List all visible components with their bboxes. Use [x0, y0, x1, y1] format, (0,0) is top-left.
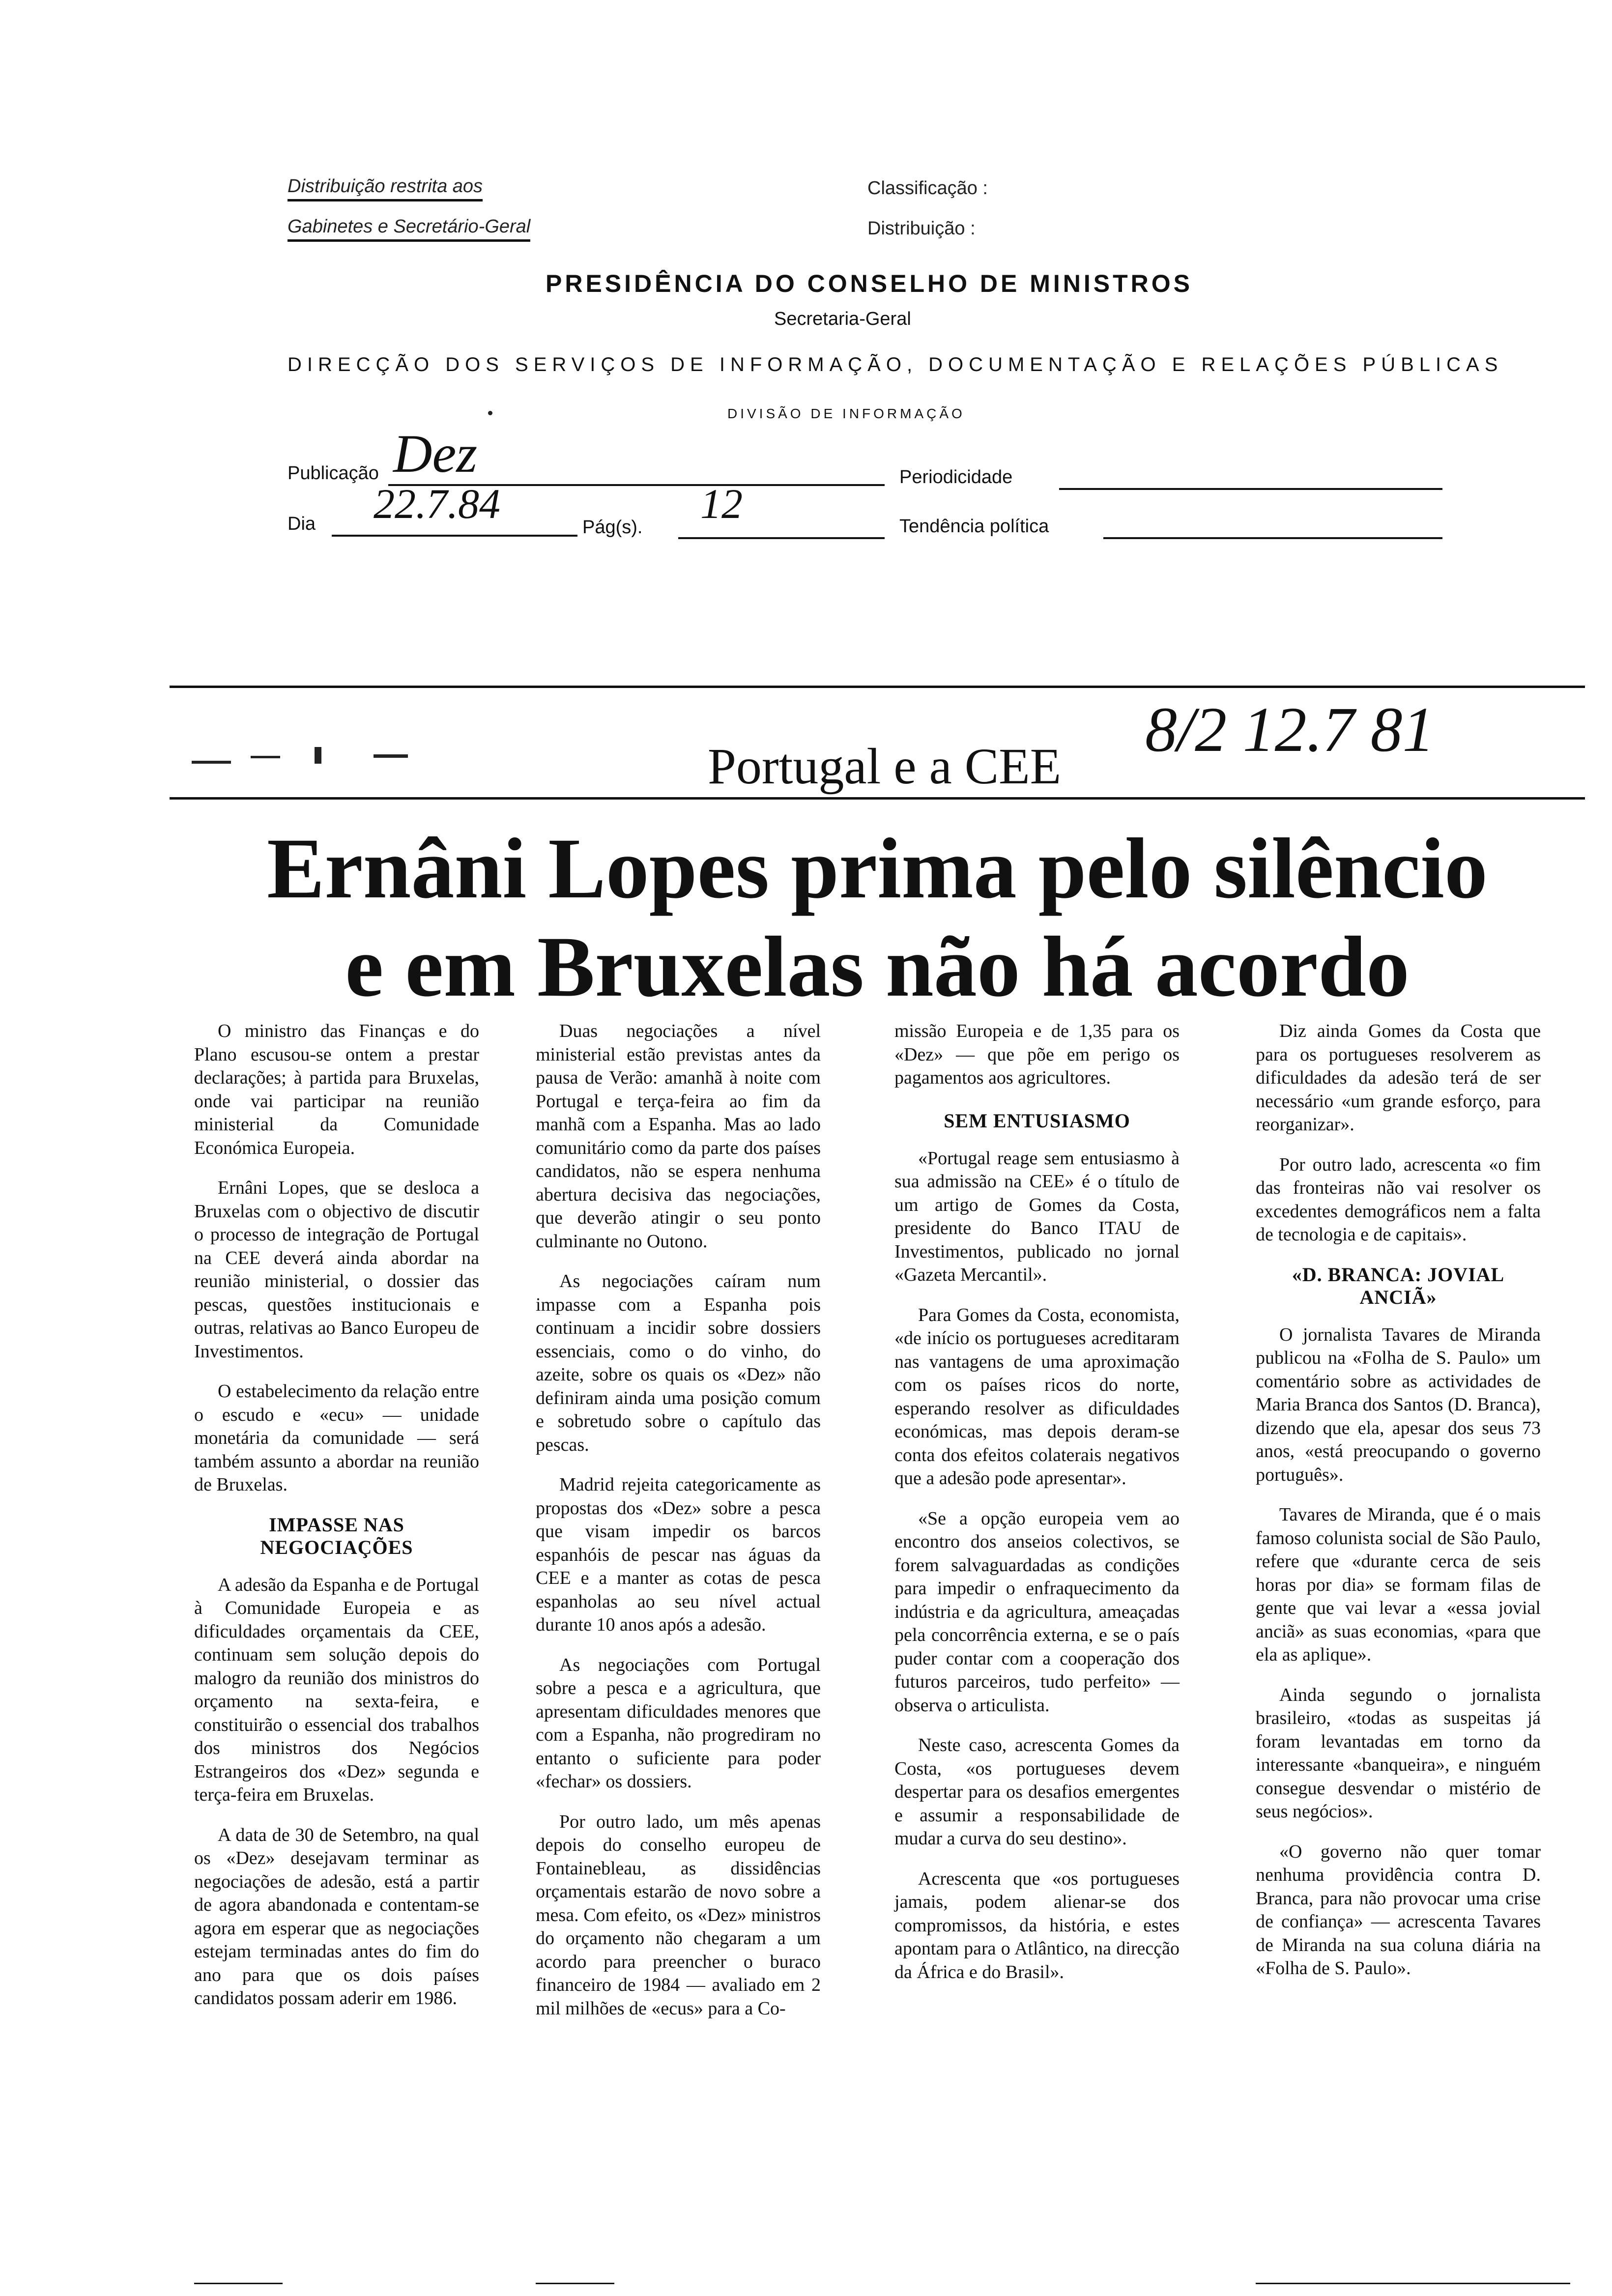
- secretaria-geral: Secretaria-Geral: [774, 309, 911, 329]
- paragraph: Para Gomes da Costa, economista, «de início os portugueses acreditaram nas vantagens de uma aproximação com os países ricos do norte, esperando resolver as dificuldades económicas, mas depois deram-se conta dos efeitos colaterais negativos que a adesão pode apresentar».: [894, 1304, 1180, 1489]
- section-title: Portugal e a CEE: [708, 738, 1062, 795]
- presidencia-title: PRESIDÊNCIA DO CONSELHO DE MINISTROS: [546, 270, 1193, 297]
- scan-speck: [315, 747, 321, 764]
- paragraph: A data de 30 de Setembro, na qual os «Dez» desejavam terminar as negociações de adesão, está a partir de agora abandonada e contentam-se agora em esperar que as negociações estejam terminadas antes do fim do ano para que os dois países candidatos possam aderir em 1986.: [194, 1824, 479, 2009]
- bottom-edge-mark: [194, 2283, 283, 2284]
- paragraph: missão Europeia e de 1,35 para os «Dez» — que põe em perigo os pagamentos aos agricultores.: [894, 1021, 1180, 1088]
- dia-label: Dia: [288, 514, 316, 534]
- bottom-edge-mark: [1256, 2283, 1570, 2284]
- classificacao-label: Classificação :: [867, 178, 988, 199]
- paragraph: Duas negociações a nível ministerial estão previstas antes da pausa de Verão: amanhã à noite com Portugal e terça-feira ao fim da manhã com a Espanha. Mas ao lado comunitário como da parte dos países candidatos, não se espera nenhuma abertura decisiva das negociações, que deverão atingir o seu ponto culminante no Outono.: [536, 1021, 821, 1252]
- paragraph: Ernâni Lopes, que se desloca a Bruxelas com o objectivo de discutir o processo de integração de Portugal na CEE deverá ainda abordar na reunião ministerial, o dossier das pescas, questões institucionais e outras, relativas ao Banco Europeu de Investimentos.: [194, 1177, 479, 1362]
- paragraph: Diz ainda Gomes da Costa que para os portugueses resolverem as dificuldades da adesão terá de ser necessário «um grande esforço, para reorganizar».: [1256, 1021, 1541, 1135]
- paragraph: Por outro lado, um mês apenas depois do conselho europeu de Fontainebleau, as dissidências orçamentais estarão de novo sobre a mesa. Com efeito, os «Dez» ministros do orçamento não chegaram a um acordo para preencher o buraco financeiro de 1984 — avaliado em 2 mil milhões de «ecus» para a Co-: [536, 1811, 821, 2019]
- headline-line-1: Ernâni Lopes prima pelo silêncio: [267, 821, 1488, 917]
- scan-speck: [374, 754, 408, 758]
- periodicidade-label: Periodicidade: [899, 467, 1013, 488]
- ink-dot: [488, 411, 492, 415]
- pags-label: Pág(s).: [582, 517, 643, 538]
- distribuicao-label: Distribuição :: [867, 218, 976, 239]
- paragraph: Tavares de Miranda, que é o mais famoso colunista social de São Paulo, refere que «durante cerca de seis horas por dia» se formam filas de gente que vai levar a «essa jovial anciã» as suas economias, «para que ela as aplique».: [1256, 1504, 1541, 1665]
- publicacao-handwritten: Dez: [393, 424, 478, 484]
- paragraph: As negociações com Portugal sobre a pesca e a agricultura, que apresentam dificuldades menores que com a Espanha, não progrediram no entanto o suficiente para poder «fechar» os dossiers.: [536, 1654, 821, 1792]
- direccao-servicos: DIRECÇÃO DOS SERVIÇOS DE INFORMAÇÃO, DOCUMENTAÇÃO E RELAÇÕES PÚBLICAS: [288, 354, 1503, 375]
- paragraph: A adesão da Espanha e de Portugal à Comunidade Europeia e as dificuldades orçamentais da CEE, continuam sem solução depois do malogro da reunião dos ministros do orçamento na sexta-feira, e constituirão o essencial dos trabalhos dos ministros dos Negócios Estrangeiros dos «Dez» segunda e terça-feira em Bruxelas.: [194, 1574, 479, 1805]
- paragraph: O jornalista Tavares de Miranda publicou na «Folha de S. Paulo» um comentário sobre as actividades de Maria Branca dos Santos (D. Branca), dizendo que ela, apesar dos seus 73 anos, «está preocupando o governo português».: [1256, 1324, 1541, 1485]
- article-column-4: [1256, 1020, 1541, 1997]
- paragraph: As negociações caíram num impasse com a Espanha pois continuam a incidir sobre dossiers essenciais, como o do vinho, do azeite, sobre os quais os «Dez» não definiram ainda uma posição comum e sobretudo sobre o capítulo das pescas.: [536, 1271, 821, 1455]
- dia-field-line: [332, 535, 577, 537]
- headline-line-2: e em Bruxelas não há acordo: [345, 919, 1410, 1015]
- paragraph: Madrid rejeita categoricamente as propostas dos «Dez» sobre a pesca que visam impedir os barcos espanhóis de pescar nas águas da CEE e a manter as cotas de pesca espanholas ao seu nível actual durante 10 anos após a adesão.: [536, 1474, 821, 1635]
- paragraph: O ministro das Finanças e do Plano escusou-se ontem a prestar declarações; à partida para Bruxelas, onde vai participar na reunião ministerial da Comunidade Económica Europeia.: [194, 1021, 479, 1158]
- paragraph: Acrescenta que «os portugueses jamais, podem alienar-se dos compromissos, da história, e estes apontam para o Atlântico, na direcção da África e do Brasil».: [894, 1868, 1180, 1982]
- subheading-sem-entusiasmo: SEM ENTUSIASMO: [944, 1109, 1130, 1132]
- subheading-impasse: IMPASSE NAS NEGOCIAÇÕES: [260, 1513, 413, 1558]
- distribution-line-2: Gabinetes e Secretário-Geral: [288, 216, 530, 242]
- tendencia-label: Tendência política: [899, 516, 1049, 537]
- tendencia-field-line: [1103, 537, 1442, 539]
- article-column-3: [894, 1020, 1180, 2001]
- subheading-d-branca: «D. BRANCA: JOVIAL ANCIÃ»: [1292, 1263, 1505, 1308]
- paragraph: Ainda segundo o jornalista brasileiro, «todas as suspeitas já foram levantadas em torno da interessante «banqueira», e ninguém consegue desvendar o mistério de seus negócios».: [1256, 1684, 1541, 1822]
- article-column-1: [194, 1020, 479, 2027]
- paragraph: «Portugal reage sem entusiasmo à sua admissão na CEE» é o título de um artigo de Gomes da Costa, presidente do Banco ITAU de Investimentos, publicado no jornal «Gazeta Mercantil».: [894, 1148, 1180, 1285]
- section-rule: [170, 797, 1585, 800]
- paragraph: Neste caso, acrescenta Gomes da Costa, «os portugueses devem despertar para os desafios emergentes e assumir a responsabilidade de mudar a curva do seu destino».: [894, 1735, 1180, 1849]
- paragraph: Por outro lado, acrescenta «o fim das fronteiras não vai resolver os excedentes demográficos nem a falta de tecnologia e de capitais».: [1256, 1154, 1541, 1245]
- scan-speck: [251, 756, 280, 758]
- periodicidade-field-line: [1059, 488, 1442, 490]
- article-column-2: [536, 1020, 821, 2037]
- bottom-edge-mark: [536, 2283, 614, 2284]
- pags-field-line: [678, 537, 885, 539]
- paragraph: O estabelecimento da relação entre o escudo e «ecu» — unidade monetária da comunidade — será também assunto a abordar na reunião de Bruxelas.: [194, 1381, 479, 1495]
- handwritten-stamp: 8/2 12.7 81: [1145, 694, 1435, 765]
- pags-handwritten: 12: [700, 480, 743, 527]
- paragraph: «O governo não quer tomar nenhuma providência contra D. Branca, para não provocar uma crise de confiança» — acrescenta Tavares de Miranda na sua coluna diária na «Folha de S. Paulo».: [1256, 1841, 1541, 1979]
- paragraph: «Se a opção europeia vem ao encontro dos anseios colectivos, se forem salvaguardadas as condições para impedir o enfraquecimento da indústria e da agricultura, ameaçadas pela concorrência externa, e se o país puder contar com a cooperação dos futuros parceiros, tudo perfeito» — observa o articulista.: [894, 1508, 1180, 1716]
- clipping-top-rule: [170, 686, 1585, 688]
- publicacao-label: Publicação: [288, 463, 379, 484]
- distribution-line-1: Distribuição restrita aos: [288, 176, 483, 201]
- dia-handwritten: 22.7.84: [374, 480, 500, 527]
- divisao-informacao: DIVISÃO DE INFORMAÇÃO: [727, 406, 965, 421]
- scan-speck: [192, 761, 231, 764]
